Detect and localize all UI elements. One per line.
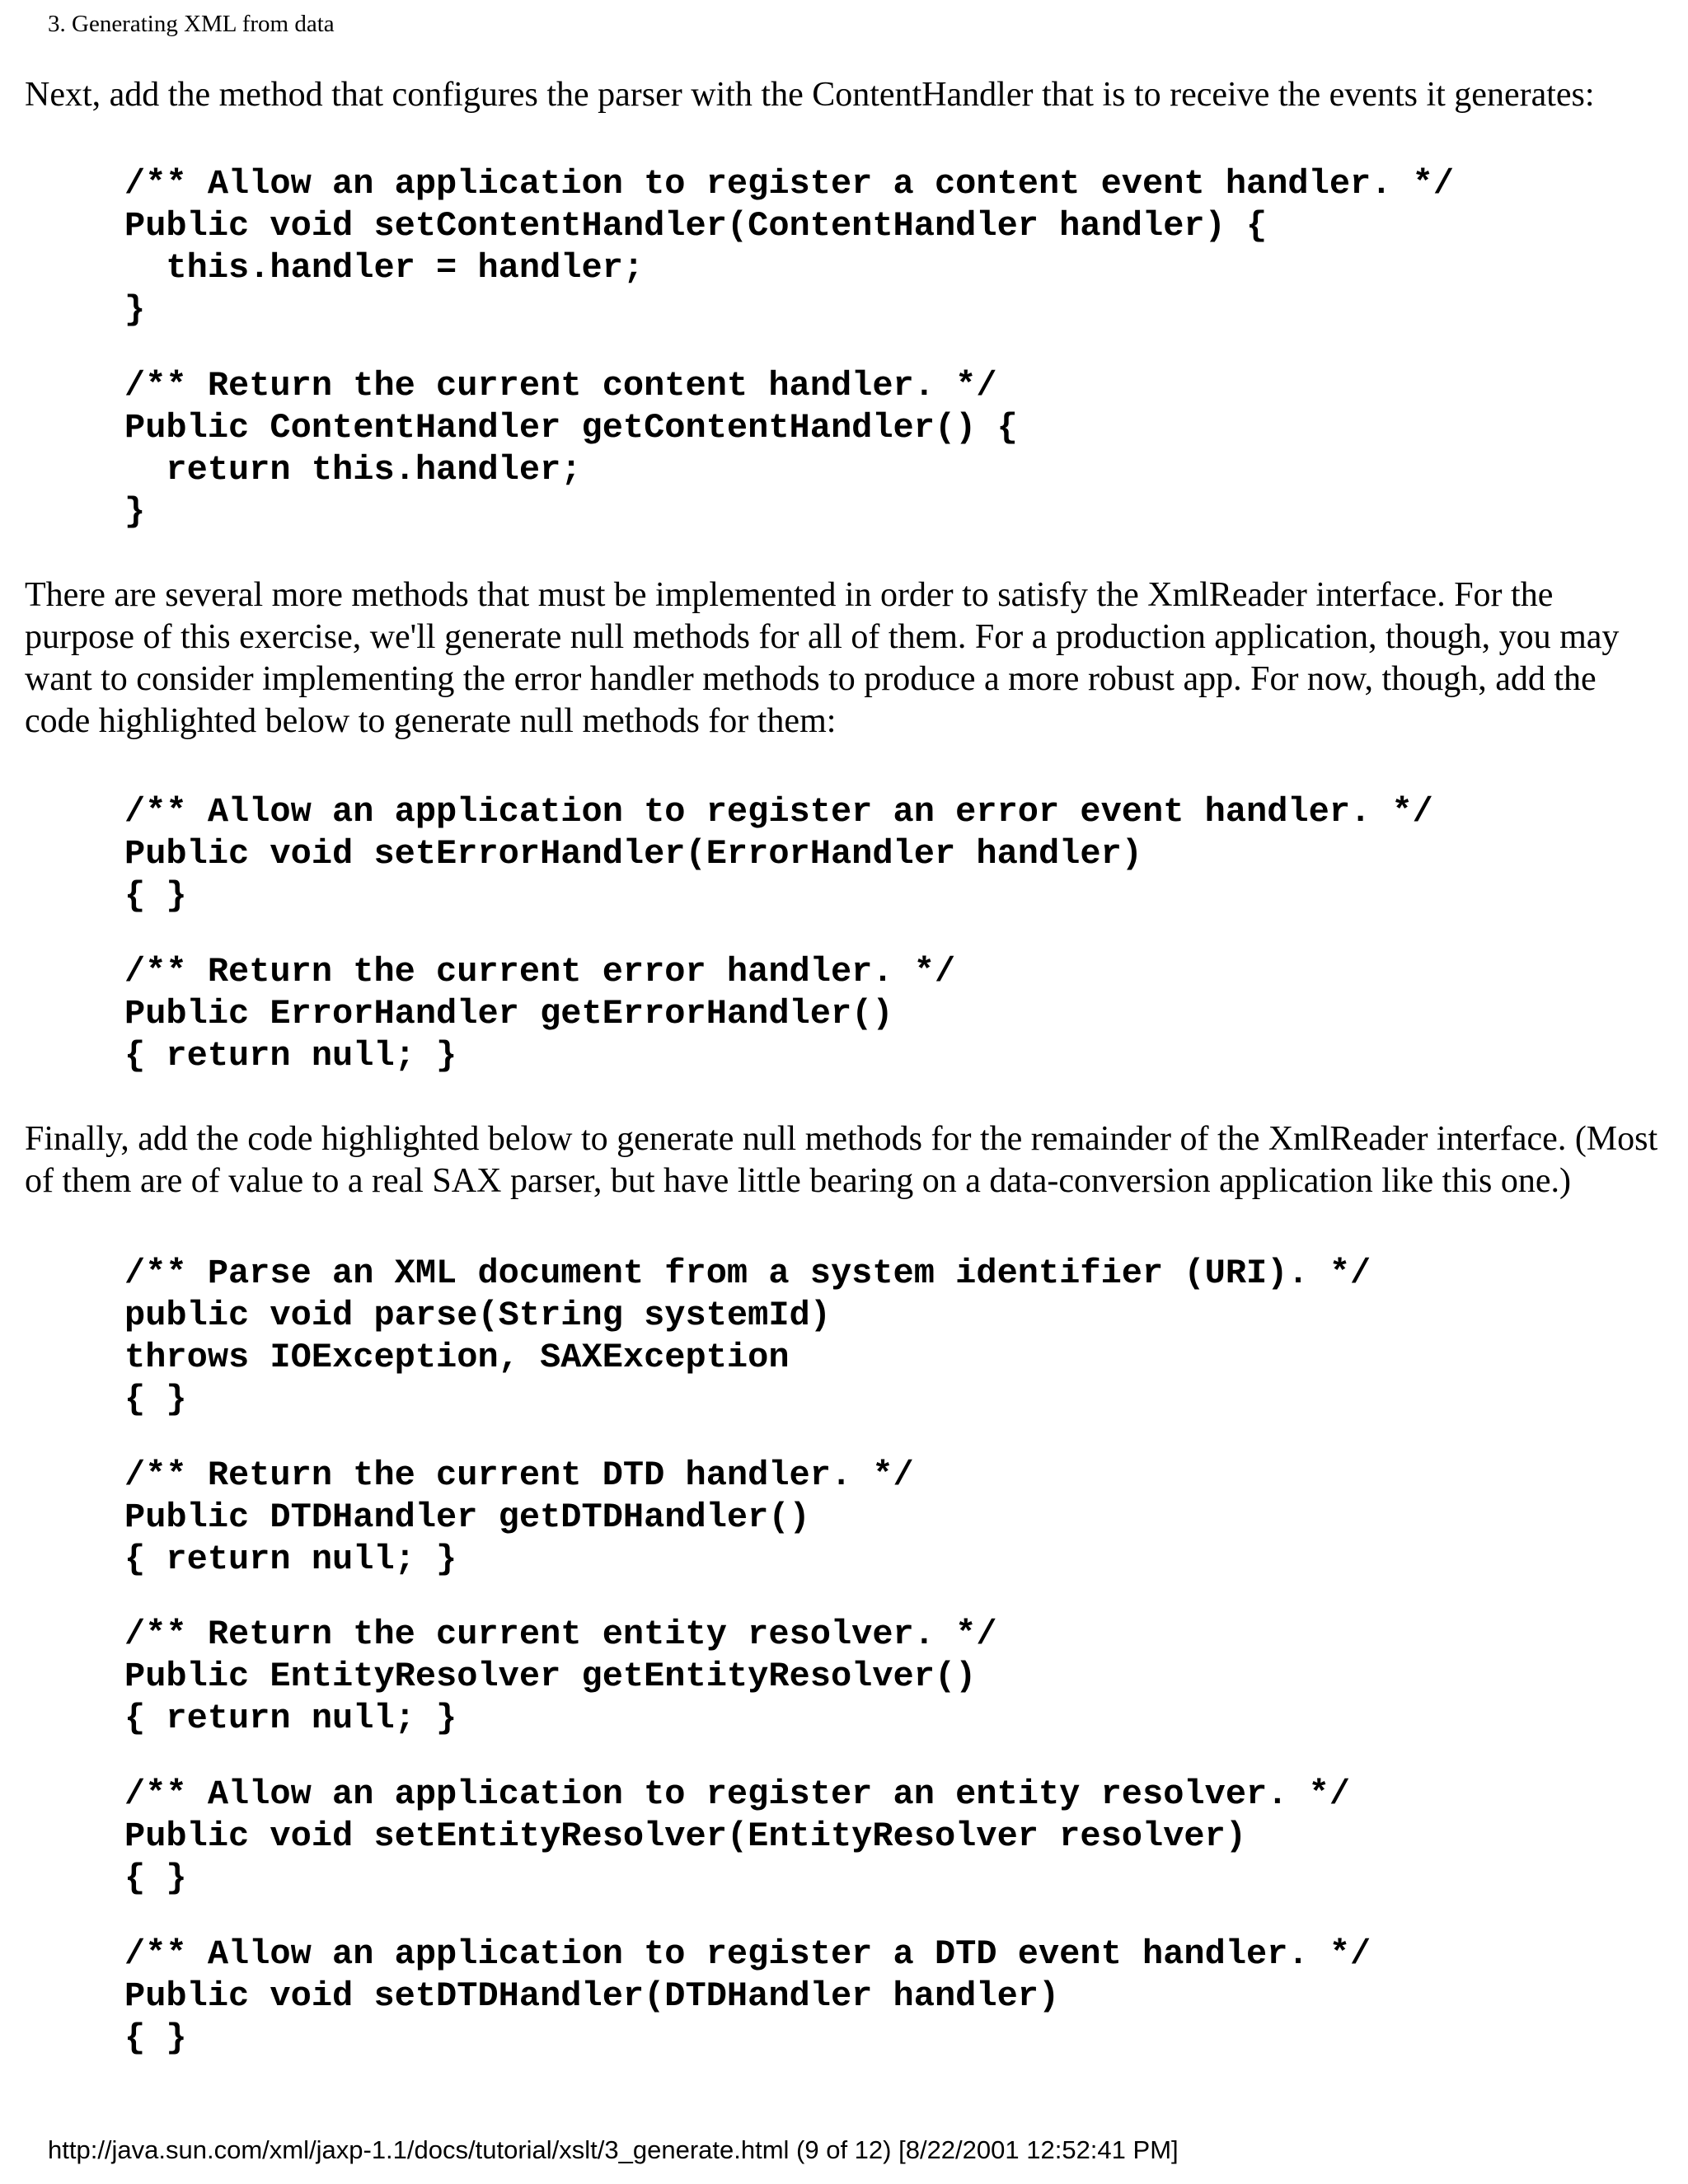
code-line: /** Return the current content handler. */ [124,366,997,405]
code-line: } [124,290,146,330]
code-line: { } [124,876,187,916]
code-line: Public DTDHandler getDTDHandler() [124,1497,810,1537]
code-line: return this.handler; [124,450,582,490]
code-line: /** Parse an XML document from a system identifier (URI). */ [124,1254,1372,1293]
code-line: throws IOException, SAXException [124,1338,790,1377]
code-block-set-content-handler [124,163,1454,331]
code-line: this.handler = handler; [124,248,645,288]
page-header-title: 3. Generating XML from data [48,11,335,37]
code-line: { return null; } [124,1699,457,1738]
code-line: { } [124,1380,187,1419]
code-line: Public void setContentHandler(ContentHandler handler) { [124,206,1268,246]
code-block-get-entity-resolver [124,1614,997,1740]
code-line: /** Allow an application to register an entity resolver. */ [124,1774,1351,1814]
code-block-parse [124,1253,1371,1421]
code-line: { return null; } [124,1036,457,1076]
code-line: { } [124,2018,187,2058]
code-line: /** Return the current error handler. */ [124,952,956,991]
code-block-set-entity-resolver [124,1774,1350,1900]
remainder-paragraph: Finally, add the code highlighted below to generate null methods for the remainder of the XmlReader interface. (Most of them are of value to a real SAX parser, but have little bearing on a data-conversion application like this one.) [25,1120,1658,1200]
code-line: /** Allow an application to register a content event handler. */ [124,164,1455,204]
code-block-get-error-handler [124,951,955,1077]
null-methods-paragraph: There are several more methods that must be implemented in order to satisfy the XmlReader interface. For the purpose of this exercise, we'll generate null methods for all of them. For a production application, though, you may want to consider implementing the error handler methods to produce a more robust app. For now, though, add the code highlighted below to generate null methods for them: [25,576,1620,740]
code-line: Public void setErrorHandler(ErrorHandler handler) [124,834,1143,874]
code-line: Public void setEntityResolver(EntityResolver resolver) [124,1816,1247,1856]
code-line: public void parse(String systemId) [124,1296,831,1335]
code-block-get-content-handler [124,365,1018,533]
code-line: Public ContentHandler getContentHandler() { [124,408,1018,448]
code-line: /** Allow an application to register a DTD event handler. */ [124,1934,1372,1974]
code-block-get-dtd-handler [124,1455,914,1581]
code-line: Public void setDTDHandler(DTDHandler handler) [124,1976,1060,2016]
code-line: /** Allow an application to register an error event handler. */ [124,792,1433,832]
code-line: Public ErrorHandler getErrorHandler() [124,994,893,1033]
code-line: /** Return the current DTD handler. */ [124,1455,914,1495]
code-line: /** Return the current entity resolver. */ [124,1615,997,1654]
intro-paragraph: Next, add the method that configures the parser with the ContentHandler that is to receive the events it generates: [25,76,1595,114]
code-line: { } [124,1858,187,1898]
code-line: } [124,492,146,532]
code-line: Public EntityResolver getEntityResolver() [124,1657,977,1696]
code-block-set-error-handler [124,791,1433,917]
code-block-set-dtd-handler [124,1933,1371,2060]
page-footer-url: http://java.sun.com/xml/jaxp-1.1/docs/tutorial/xslt/3_generate.html (9 of 12) [8/22/2001 12:52:41 PM] [48,2135,1179,2164]
code-line: { return null; } [124,1540,457,1579]
